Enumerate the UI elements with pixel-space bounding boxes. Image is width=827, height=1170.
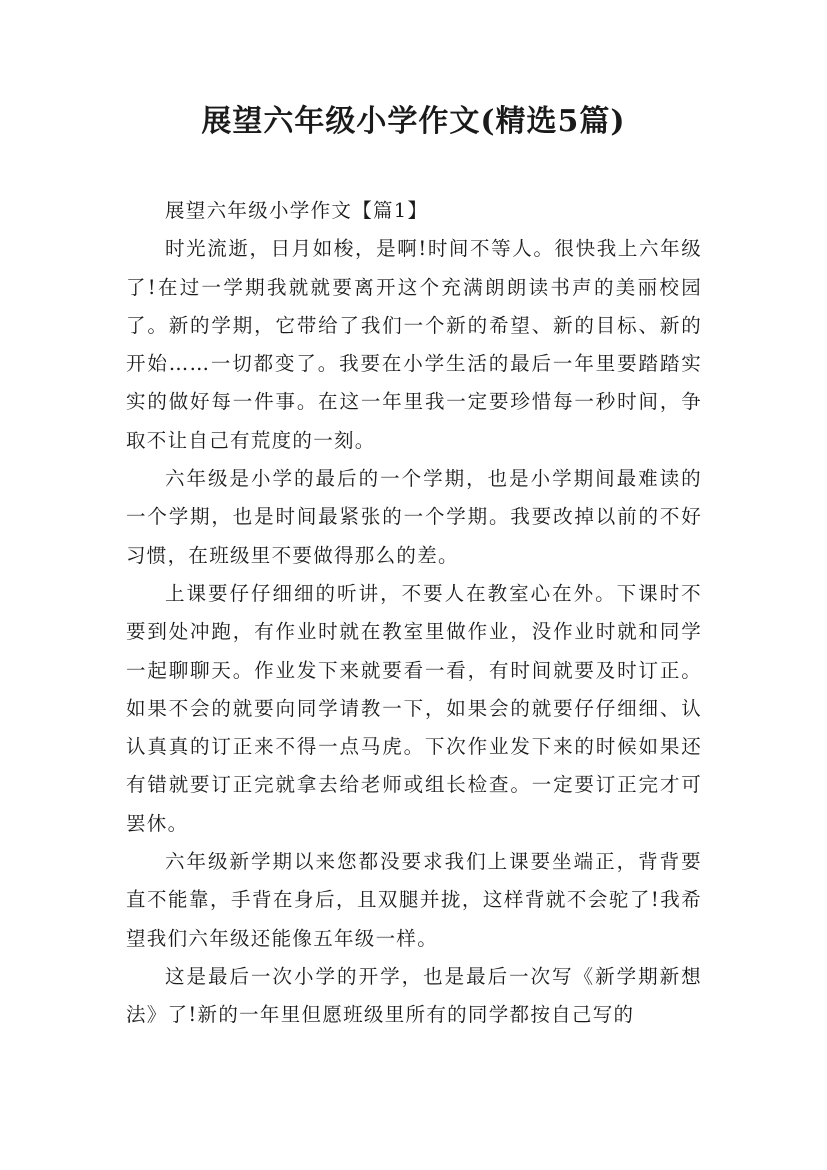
document-body [126,192,702,1035]
section-heading: 展望六年级小学作文【篇1】 [165,199,429,222]
paragraph-1: 时光流逝，日月如梭，是啊!时间不等人。很快我上六年级了!在过一学期我就就要离开这个充满朗朗读书声的美丽校园了。新的学期，它带给了我们一个新的希望、新的目标、新的开始……一切都变了。我要在小学生活的最后一年里要踏踏实实的做好每一件事。在这一年里我一定要珍惜每一秒时间，争取不让自己有荒度的一刻。 [126,237,702,452]
paragraph-3: 上课要仔仔细细的听讲，不要人在教室心在外。下课时不要到处冲跑，有作业时就在教室里做作业，没作业时就和同学一起聊聊天。作业发下来就要看一看，有时间就要及时订正。如果不会的就要向同学请教一下，如果会的就要仔仔细细、认认真真的订正来不得一点马虎。下次作业发下来的时候如果还有错就要订正完就拿去给老师或组长检查。一定要订正完才可罢休。 [126,581,702,835]
paragraph-2: 六年级是小学的最后的一个学期，也是小学期间最难读的一个学期，也是时间最紧张的一个学期。我要改掉以前的不好习惯，在班级里不要做得那么的差。 [126,467,702,567]
document-title: 展望六年级小学作文(精选5篇) [201,104,626,139]
paragraph-4: 六年级新学期以来您都没要求我们上课要坐端正，背背要直不能靠，手背在身后，且双腿并拢，这样背就不会驼了!我希望我们六年级还能像五年级一样。 [126,850,702,950]
paragraph-5: 这是最后一次小学的开学，也是最后一次写《新学期新想法》了!新的一年里但愿班级里所有的同学都按自己写的 [126,964,702,1027]
